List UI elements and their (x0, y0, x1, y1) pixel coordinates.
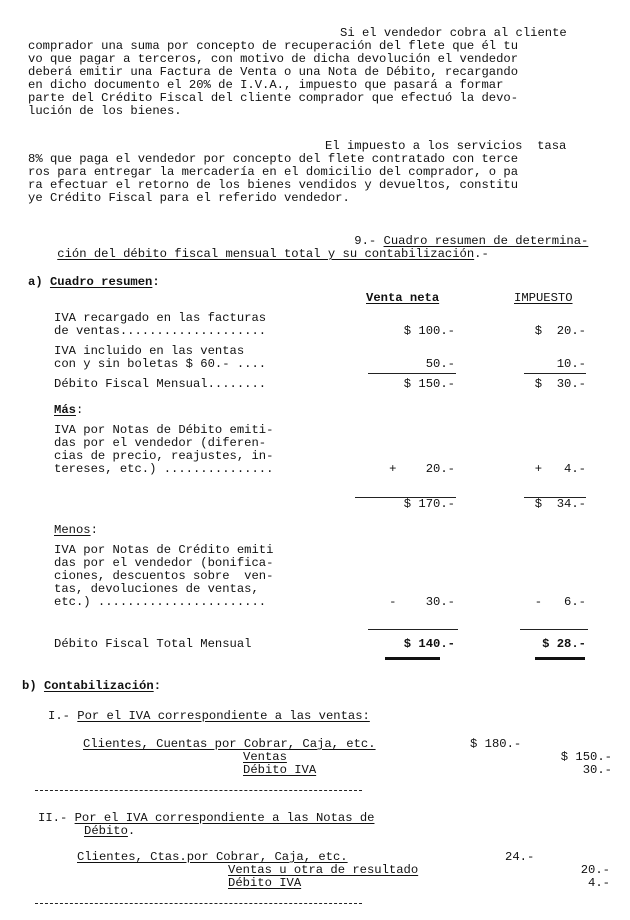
paragraph-line: El impuesto a los servicios tasa (325, 139, 567, 153)
entry-1-credit-amount: 30.- (582, 763, 612, 777)
entry-separator (35, 903, 362, 904)
part-a-title: Cuadro resumen (49, 275, 153, 289)
row-impuesto-value: $ 20.- (534, 324, 586, 338)
entry-2-number: II.- (38, 811, 68, 825)
mas-impuesto-value: + 4.- (534, 462, 586, 476)
mas-venta-value: + 20.- (389, 462, 455, 476)
part-a-colon: : (152, 275, 160, 289)
total-venta-value: $ 140.- (403, 637, 455, 651)
double-underline (535, 657, 585, 660)
paragraph-line: ros para entregar la mercadería en el domicilio del comprador, o pa (28, 165, 519, 179)
menos-colon: : (90, 523, 98, 537)
entry-2-title-line-1: Por el IVA correspondiente a las Notas de (74, 811, 375, 825)
entry-2-title-line-2-wrap (84, 825, 135, 838)
paragraph-line: parte del Crédito Fiscal del cliente comprador que efectuó la devo- (28, 91, 519, 105)
total-label: Débito Fiscal Total Mensual (54, 637, 252, 651)
section-number: 9.- (354, 234, 377, 248)
section-title-line-2: ción del débito fiscal mensual total y su contabilización (57, 247, 475, 261)
menos-impuesto-value: - 6.- (534, 595, 586, 609)
sum-line (524, 373, 586, 374)
entry-2-credit-amount: 4.- (588, 876, 610, 890)
menos-label: Menos (54, 523, 91, 537)
row-text: IVA por Notas de Crédito emiti (54, 543, 274, 557)
mas-label: Más (54, 403, 76, 417)
section-title-line-1: Cuadro resumen de determina- (383, 234, 589, 248)
paragraph-line: Si el vendedor cobra al cliente (340, 26, 567, 40)
col-header-impuesto: IMPUESTO (514, 291, 573, 305)
row-text: cias de precio, reajustes, in- (54, 449, 274, 463)
row-venta-value: 50.- (425, 357, 455, 371)
row-text: etc.) ....................... (54, 595, 267, 609)
entry-1-debit-amount: $ 180.- (470, 737, 522, 751)
total-impuesto-value: $ 28.- (542, 637, 586, 651)
sum-line (368, 373, 456, 374)
part-b-colon: : (153, 679, 162, 693)
paragraph-line: en dicho documento el 20% de I.V.A., impuesto que pasará a formar (28, 78, 504, 92)
entry-1-credit-account: Ventas (243, 750, 287, 764)
row-text: de ventas.................... (54, 324, 267, 338)
menos-venta-value: - 30.- (389, 595, 455, 609)
entry-1-number: I.- (48, 709, 70, 723)
mas-colon: : (75, 403, 84, 417)
entry-separator (35, 790, 362, 791)
row-text: ciones, descuentos sobre ven- (54, 569, 274, 583)
part-b-title: Contabilización (43, 679, 154, 693)
part-a-label: a) (28, 275, 43, 289)
sum-line (520, 629, 588, 630)
paragraph-line: ra efectuar el retorno de los bienes vendidos y devueltos, constitu (28, 178, 519, 192)
paragraph-line: 8% que paga el vendedor por concepto del flete contratado con terce (28, 152, 519, 166)
row-text: IVA por Notas de Débito emiti- (54, 423, 274, 437)
section-title-line-2-wrap (28, 235, 489, 274)
row-text: IVA incluido en las ventas (54, 344, 245, 358)
entry-2-debit-amount: 24.- (505, 850, 535, 864)
row-venta-value: $ 150.- (403, 377, 455, 391)
entry-2-credit-account: Ventas u otra de resultado (228, 863, 419, 877)
part-b-heading (22, 680, 161, 693)
entry-1-debit-account: Clientes, Cuentas por Cobrar, Caja, etc. (83, 737, 376, 751)
part-a-heading (28, 276, 160, 289)
row-text: IVA recargado en las facturas (54, 311, 267, 325)
row-text: das por el vendedor (diferen- (54, 436, 267, 450)
entry-1-heading (48, 710, 370, 723)
entry-2-debit-account: Clientes, Ctas.por Cobrar, Caja, etc. (77, 850, 348, 864)
entry-1-credit-amount: $ 150.- (560, 750, 612, 764)
entry-1-credit-account: Débito IVA (243, 763, 317, 777)
entry-1-title: Por el IVA correspondiente a las ventas: (77, 709, 370, 723)
row-text: Débito Fiscal Mensual........ (54, 377, 267, 391)
row-text: das por el vendedor (bonifica- (54, 556, 274, 570)
subtotal-impuesto-value: $ 34.- (534, 497, 586, 511)
col-header-venta-neta: Venta neta (366, 291, 440, 305)
paragraph-line: vo que pagar a terceros, con motivo de dicha devolución el vendedor (28, 52, 519, 66)
row-text: con y sin boletas $ 60.- .... (54, 357, 267, 371)
entry-2-title-line-2: Débito (84, 824, 128, 838)
entry-2-credit-amount: 20.- (580, 863, 610, 877)
paragraph-line: lución de los bienes. (28, 104, 182, 118)
entry-2-credit-account: Débito IVA (228, 876, 302, 890)
subtotal-venta-value: $ 170.- (403, 497, 455, 511)
entry-2-title-suffix: . (127, 824, 136, 838)
sum-line (368, 629, 458, 630)
mas-heading (54, 404, 83, 417)
row-venta-value: $ 100.- (403, 324, 455, 338)
row-text: tas, devoluciones de ventas, (54, 582, 259, 596)
paragraph-line: deberá emitir una Factura de Venta o una Nota de Débito, recargando (28, 65, 519, 79)
double-underline (385, 657, 440, 660)
paragraph-line: comprador una suma por concepto de recuperación del flete que él tu (28, 39, 519, 53)
row-text: tereses, etc.) ............... (54, 462, 274, 476)
section-title-suffix: .- (474, 247, 489, 261)
row-impuesto-value: $ 30.- (534, 377, 586, 391)
part-b-label: b) (22, 679, 37, 693)
menos-heading (54, 524, 98, 537)
row-impuesto-value: 10.- (556, 357, 586, 371)
paragraph-line: ye Crédito Fiscal para el referido vendedor. (28, 191, 350, 205)
